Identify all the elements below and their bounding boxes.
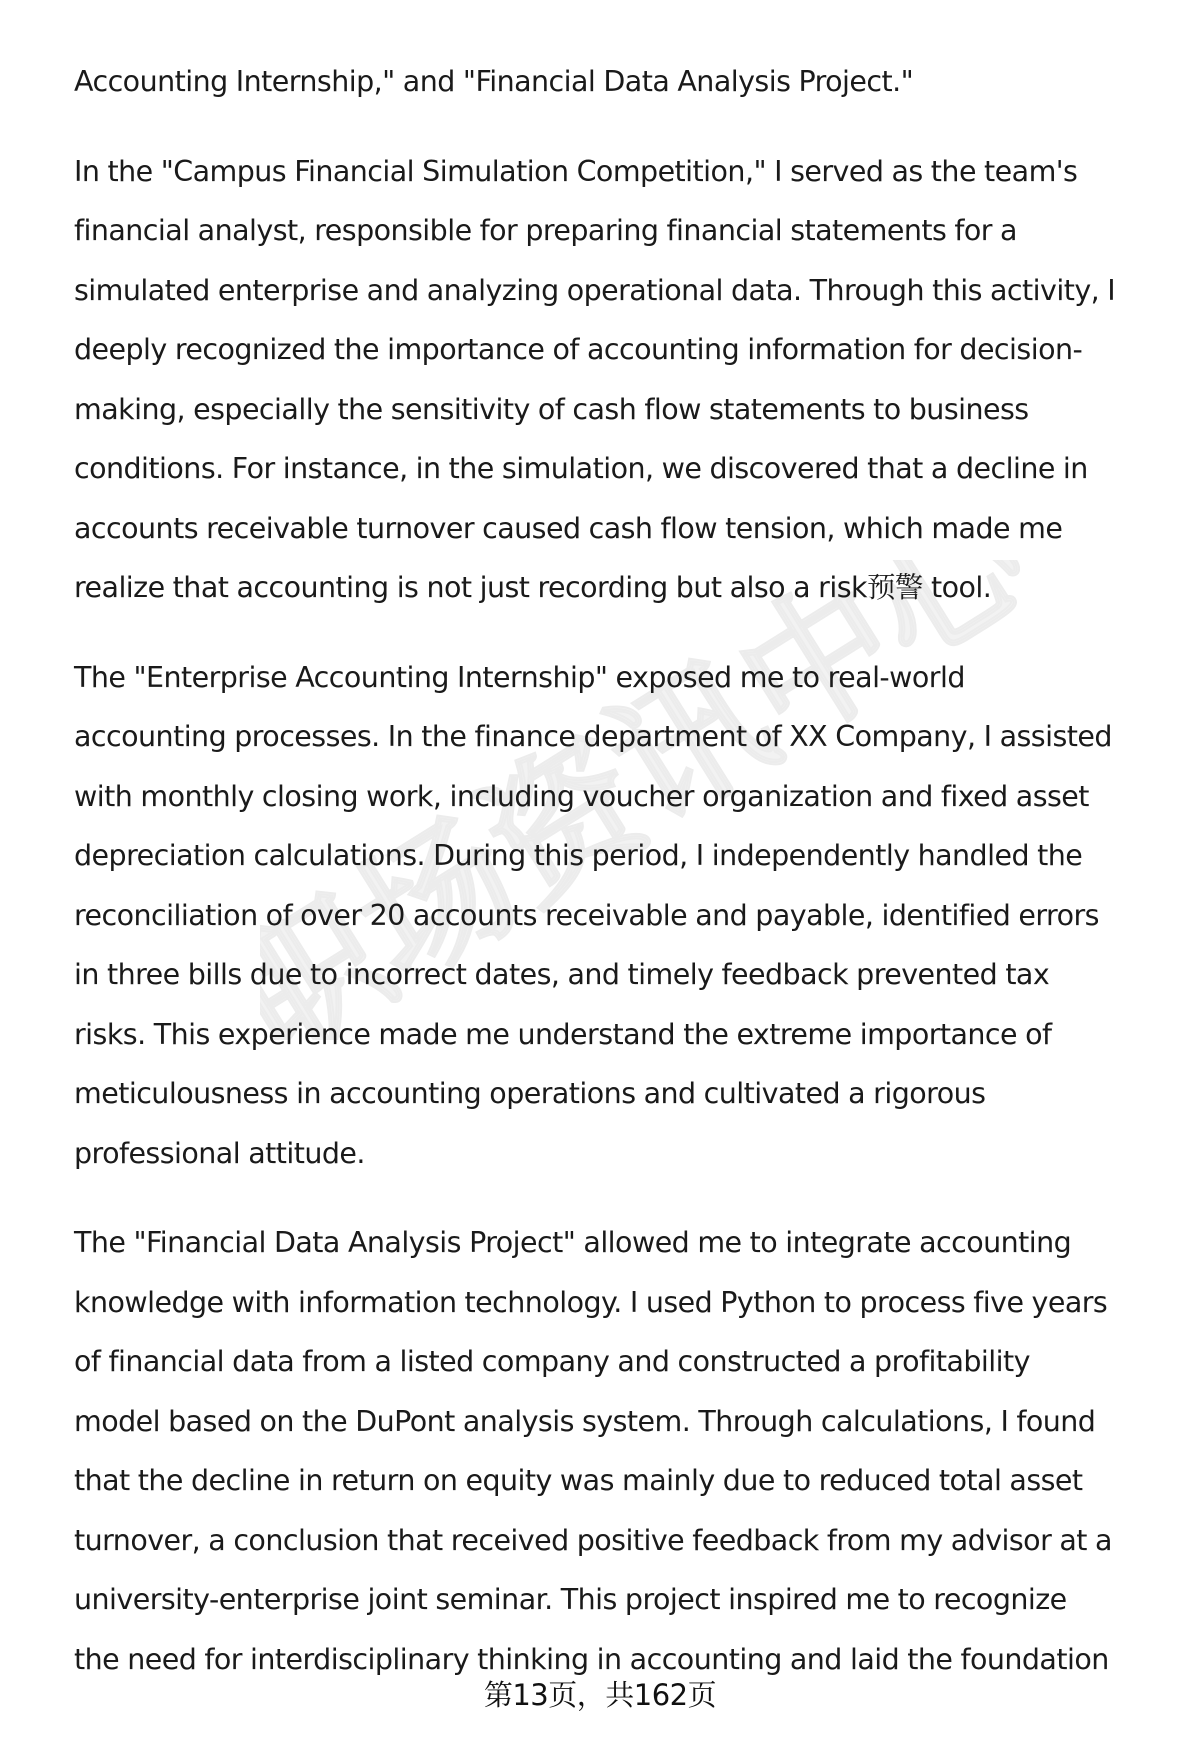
- text-line: deeply recognized the importance of accounting information for decision-: [74, 333, 1083, 366]
- text-line: turnover, a conclusion that received positive feedback from my advisor at a: [74, 1523, 1112, 1557]
- paragraph: [74, 1213, 1164, 1689]
- text-line: professional attitude.: [74, 1136, 365, 1170]
- text-line: university-enterprise joint seminar. This project inspired me to recognize: [74, 1583, 1067, 1616]
- text-line: conditions. For instance, in the simulation, we discovered that a decline in: [74, 452, 1088, 485]
- text-line: that the decline in return on equity was mainly due to reduced total asset: [74, 1464, 1083, 1497]
- text-line: risks. This experience made me understand the extreme importance of: [74, 1017, 1052, 1051]
- text-line: Accounting Internship," and "Financial Data Analysis Project.": [74, 65, 914, 98]
- text-line: The "Financial Data Analysis Project" allowed me to integrate accounting: [74, 1226, 1072, 1259]
- text-line: depreciation calculations. During this period, I independently handled the: [74, 839, 1083, 872]
- paragraph: [74, 52, 1164, 112]
- text-line: of financial data from a listed company and constructed a profitability: [74, 1345, 1030, 1378]
- text-line: reconciliation of over 20 accounts receivable and payable, identified errors: [74, 898, 1099, 932]
- text-line: simulated enterprise and analyzing operational data. Through this activity, I: [74, 273, 1116, 307]
- text-line: accounting processes. In the finance department of XX Company, I assisted: [74, 720, 1112, 753]
- text-line: knowledge with information technology. I used Python to process five years: [74, 1285, 1108, 1319]
- text-line: making, especially the sensitivity of cash flow statements to business: [74, 392, 1029, 426]
- document-body: [74, 52, 1164, 1719]
- text-line: The "Enterprise Accounting Internship" exposed me to real-world: [74, 660, 965, 694]
- text-line: the need for interdisciplinary thinking in accounting and laid the foundation: [74, 1642, 1109, 1676]
- watermark-text: 职场资讯中心: [260, 560, 1020, 1040]
- text-line: In the "Campus Financial Simulation Competition," I served as the team's: [74, 154, 1078, 188]
- text-line: financial analyst, responsible for preparing financial statements for a: [74, 214, 1017, 247]
- text-line: with monthly closing work, including voucher organization and fixed asset: [74, 779, 1089, 813]
- page-number: 第13页，共162页: [483, 1678, 717, 1712]
- text-line: realize that accounting is not just recording but also a risk预警 tool.: [74, 571, 992, 604]
- text-line: meticulousness in accounting operations and cultivated a rigorous: [74, 1077, 986, 1110]
- text-line: model based on the DuPont analysis system. Through calculations, I found: [74, 1404, 1096, 1438]
- text-line: in three bills due to incorrect dates, and timely feedback prevented tax: [74, 958, 1050, 991]
- paragraph: [74, 142, 1164, 618]
- paragraph: [74, 648, 1164, 1184]
- text-line: accounts receivable turnover caused cash flow tension, which made me: [74, 511, 1063, 545]
